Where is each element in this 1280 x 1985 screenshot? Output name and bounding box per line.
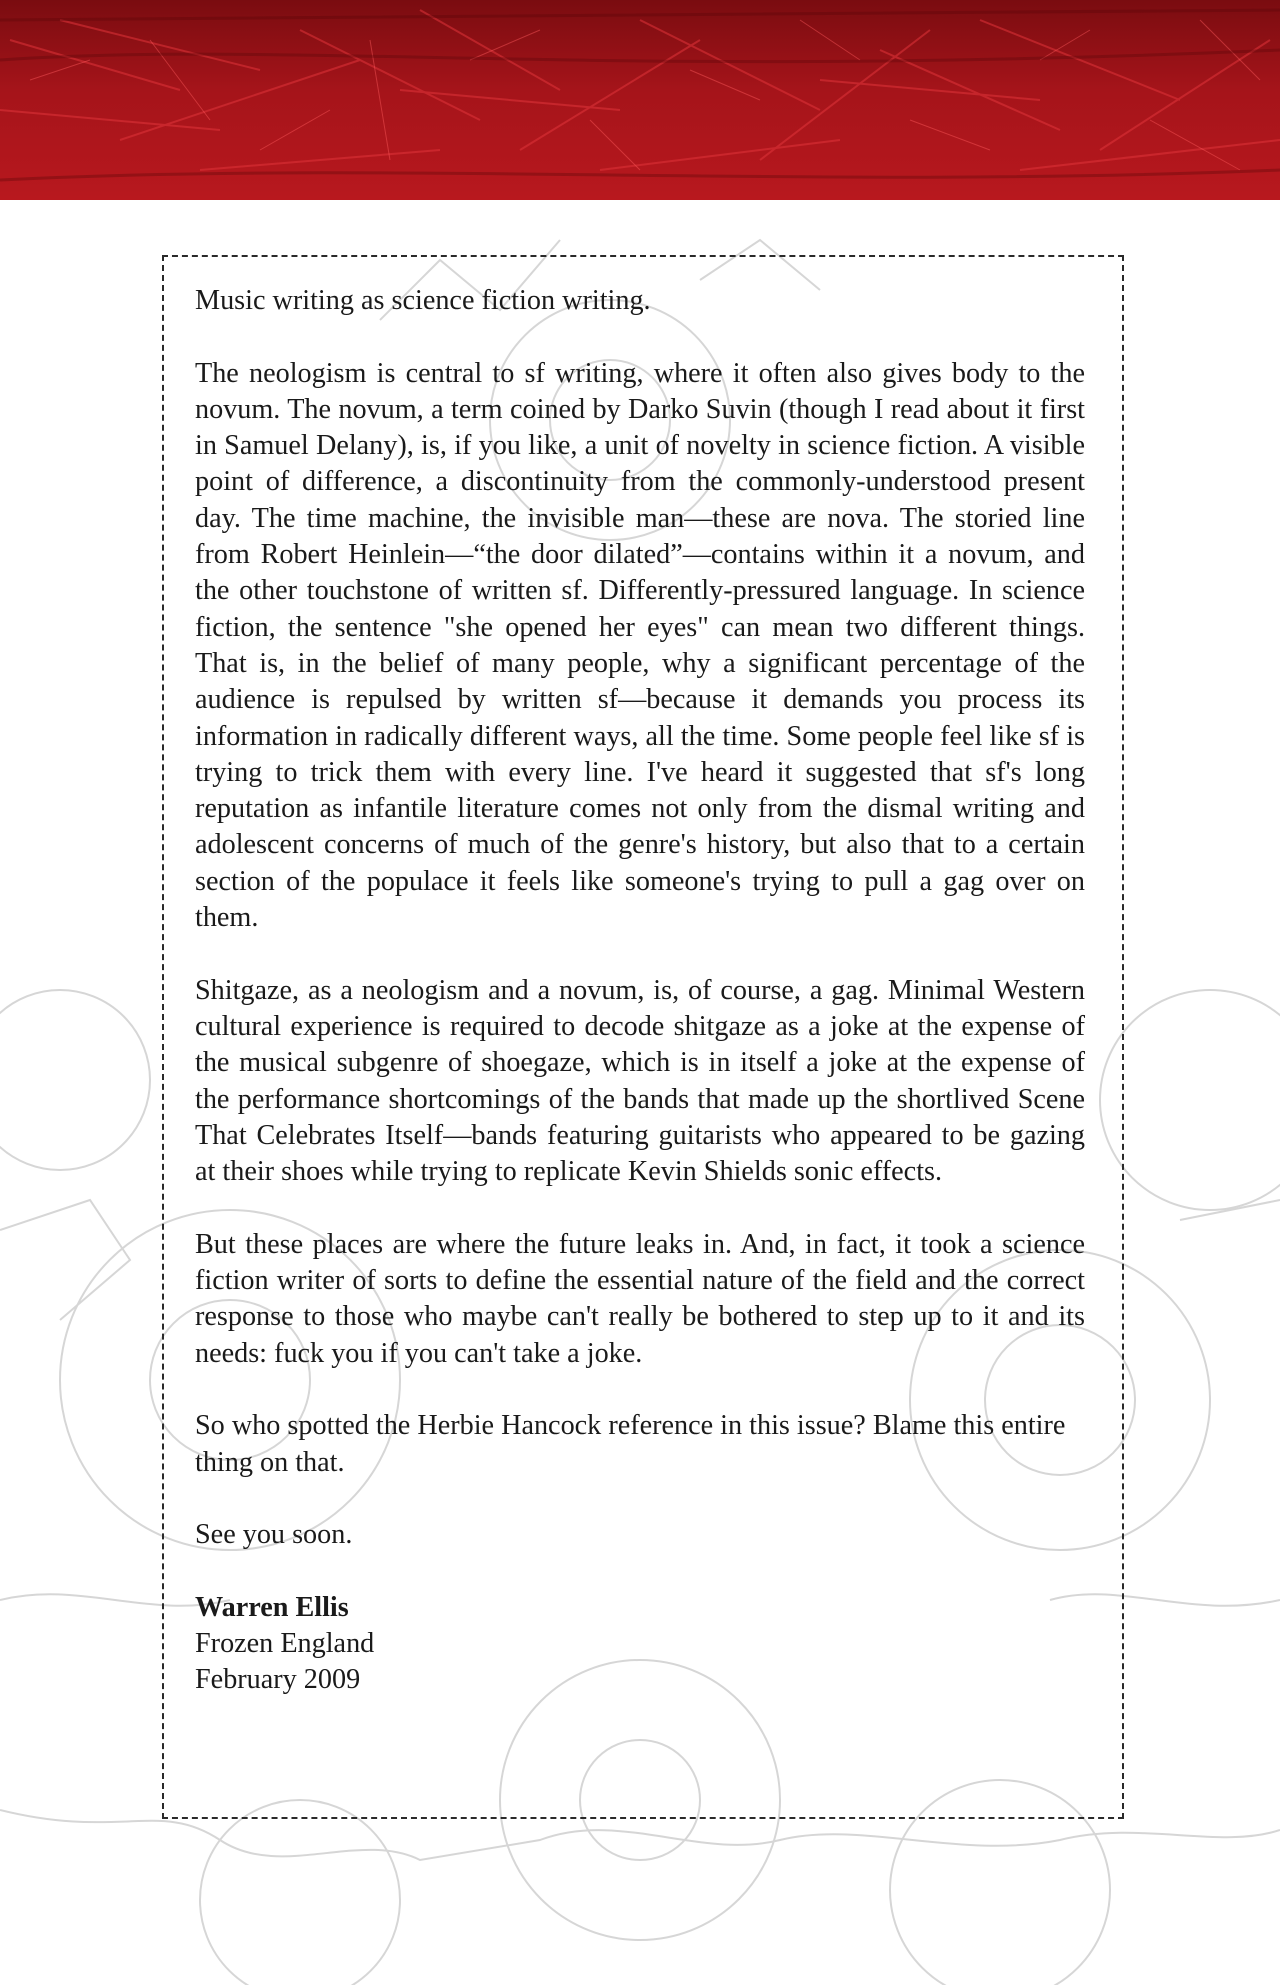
gear-outline-icon — [0, 990, 150, 1170]
author-name: Warren Ellis — [195, 1591, 349, 1623]
letter-paragraph-4: But these places are where the future leaks in. And, in fact, it took a science fiction writer of sorts to define the essential nature of the field and the correct response to those who maybe can't really be bothered to step up to it and its needs: fuck you if you can't take a joke. — [195, 1228, 1085, 1369]
gear-outline-icon — [200, 1800, 400, 1985]
letter-paragraph-2: The neologism is central to sf writing, where it often also gives body to the novum. The novum, a term coined by Darko Suvin (though I read about it first in Samuel Delany), is, if you like, a unit of novelty in science fiction. A visible point of difference, a discontinuity from the commonly-understood present day. The time machine, the invisible man—these are nova. The storied line from Robert Heinlein—“the door dilated”—contains within it a novum, and the other touchstone of written sf. Differently-pressured language. In science fiction, the sentence "she opened her eyes" can mean two different things. That is, in the belief of many people, why a significant percentage of the audience is repulsed by written sf—because it demands you process its information in radically different ways, all the time. Some people feel like sf is trying to trick them with every line. I've heard it suggested that sf's long reputation as infantile literature comes not only from the dismal writing and adolescent concerns of much of the genre's history, but also that to a certain section of the populace it feels like someone's trying to pull a gag over on them. — [195, 357, 1085, 934]
scratch-texture — [0, 0, 1280, 200]
gear-outline-icon — [1100, 990, 1280, 1210]
letter-paragraph-6: See you soon. — [195, 1519, 353, 1551]
letter-date: February 2009 — [195, 1664, 361, 1696]
letter-body — [195, 283, 1085, 1699]
signature-block — [195, 1590, 1085, 1699]
letter-paragraph-1: Music writing as science fiction writing. — [195, 285, 651, 316]
letter-paragraph-3: Shitgaze, as a neologism and a novum, is, of course, a gag. Minimal Western cultural experience is required to decode shitgaze as a joke at the expense of the musical subgenre of shoegaze, which is in itself a joke at the expense of the performance shortcomings of the bands that made up the shortlived Scene That Celebrates Itself—bands featuring guitarists who appeared to be gazing at their shoes while trying to replicate Kevin Shields sonic effects. — [195, 974, 1085, 1188]
author-location: Frozen England — [195, 1627, 375, 1659]
letter-paragraph-5: So who spotted the Herbie Hancock reference in this issue? Blame this entire thing on that. — [195, 1410, 1066, 1478]
red-scratched-banner — [0, 0, 1280, 200]
